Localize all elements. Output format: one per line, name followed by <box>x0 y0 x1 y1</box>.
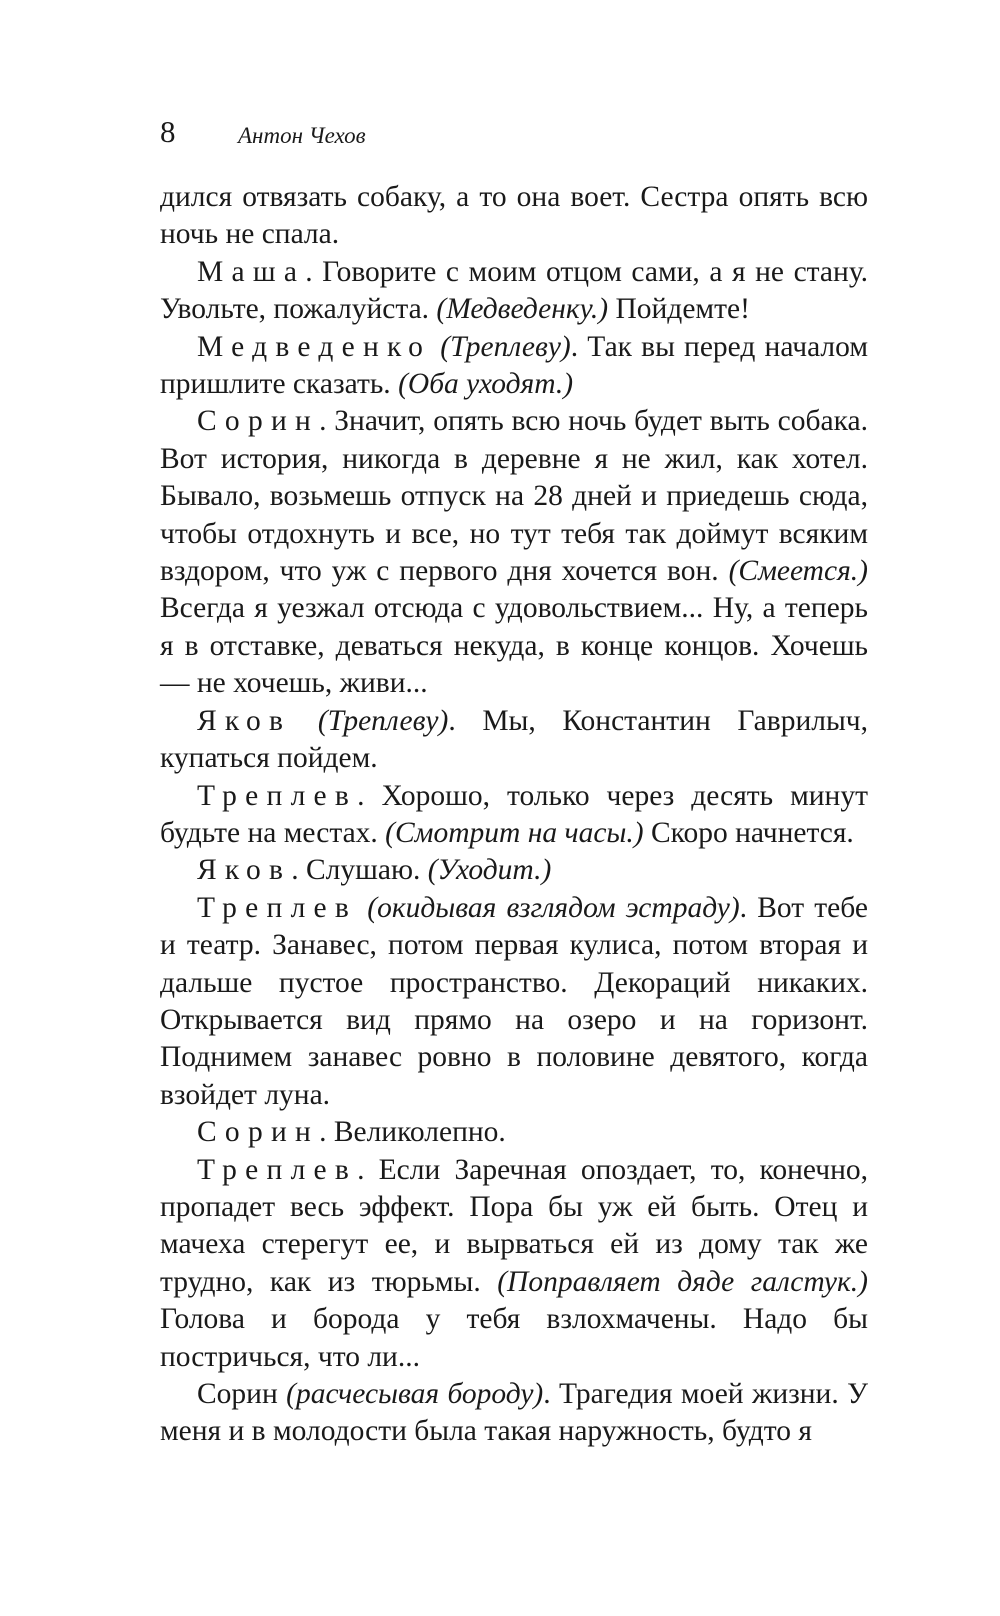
paragraph <box>160 179 868 254</box>
paragraph <box>160 254 868 329</box>
dialogue-text <box>278 1378 286 1410</box>
paragraph <box>160 890 868 1114</box>
speaker-name: Медведенко <box>197 330 432 363</box>
dialogue-text: . Говорите с моим отцом сами, а я не стану. Увольте, пожалуйста. <box>160 255 868 326</box>
dialogue-text: дился отвязать собаку, а то она воет. Сестра опять всю ночь не спала. <box>160 181 868 251</box>
paragraph <box>160 778 868 853</box>
dialogue-text: . Мы, Константин Гаврилыч, купаться пойдем. <box>160 704 868 775</box>
speaker-name: Треплев <box>197 1153 358 1186</box>
paragraph <box>160 403 868 702</box>
stage-direction: (Смеется.) <box>728 555 868 588</box>
dialogue-text <box>357 892 367 924</box>
stage-direction: (Уходит.) <box>427 854 552 887</box>
speaker-name: Сорин <box>197 1378 278 1410</box>
speaker-name: Сорин <box>197 405 320 438</box>
dialogue-text: . Великолепно. <box>319 1116 506 1149</box>
dialogue-text <box>431 331 440 363</box>
running-head-author: Антон Чехов <box>238 123 366 148</box>
dialogue-text: . Так вы перед началом пришлите сказать. <box>160 330 868 401</box>
speaker-name: Треплев <box>197 779 358 812</box>
dialogue-text: . Слушаю. <box>291 854 428 887</box>
dialogue-text: Пойдемте! <box>608 293 750 326</box>
speaker-name: Яков <box>197 704 292 737</box>
page-header <box>160 112 880 152</box>
dialogue-text <box>291 705 318 737</box>
speaker-name: Сорин <box>197 1116 320 1149</box>
paragraph <box>160 1376 868 1451</box>
dialogue-text: Скоро начнется. <box>643 816 854 849</box>
stage-direction: (Медведенку.) <box>436 293 609 326</box>
dialogue-text: . Хорошо, только через десять минут будьте на местах. <box>160 779 868 849</box>
dialogue-text: Всегда я уезжал отсюда с удовольствием... Ну, а теперь я в отставке, деваться некуда, в конце концов. Хочешь — не хочешь, живи... <box>160 592 868 700</box>
dialogue-text: . Значит, опять всю ночь будет выть собака. Вот история, никогда в деревне я не жил, как хотел. Бывало, возьмешь отпуск на 28 дней и приедешь сюда, чтобы отдохнуть и все, но тут тебя так доймут всяким вздором, что уж с первого дня хочется вон. <box>160 405 868 588</box>
stage-direction: (Треплеву) <box>317 704 449 737</box>
speaker-name: Треплев <box>197 891 358 924</box>
stage-direction: (Смотрит на часы.) <box>385 816 644 849</box>
dialogue-text: . Трагедия моей жизни. У меня и в молодости была такая наружность, будто я <box>160 1378 868 1448</box>
dialogue-text: . Если Заречная опоздает, то, конечно, пропадет весь эффект. Пора бы уж ей быть. Отец и мачеха стерегут ее, и вырваться ей из дому так же трудно, как из тюрьмы. <box>160 1153 868 1298</box>
stage-direction: (Треплеву) <box>440 330 571 363</box>
dialogue-text: Голова и борода у тебя взлохмачены. Надо бы постричься, что ли... <box>160 1303 868 1373</box>
stage-direction: (Поправляет дяде галстук.) <box>497 1265 868 1298</box>
stage-direction: (Оба уходят.) <box>398 368 574 401</box>
dialogue-text: . Вот тебе и театр. Занавес, потом первая кулиса, потом вторая и дальше пустое пространство. Декораций никаких. Открывается вид прямо на озеро и на горизонт. Поднимем занавес ровно в половине девятого, когда взойдет луна. <box>160 891 868 1111</box>
paragraph <box>160 852 868 889</box>
paragraph <box>160 1114 868 1151</box>
paragraph <box>160 329 868 404</box>
stage-direction: (окидывая взглядом эстраду) <box>367 891 740 924</box>
page-number: 8 <box>160 114 176 149</box>
body-text <box>160 179 868 1451</box>
paragraph <box>160 703 868 778</box>
speaker-name: Яков <box>197 854 292 887</box>
paragraph <box>160 1152 868 1376</box>
stage-direction: (расчесывая бороду) <box>286 1378 544 1410</box>
speaker-name: Маша <box>197 255 306 288</box>
